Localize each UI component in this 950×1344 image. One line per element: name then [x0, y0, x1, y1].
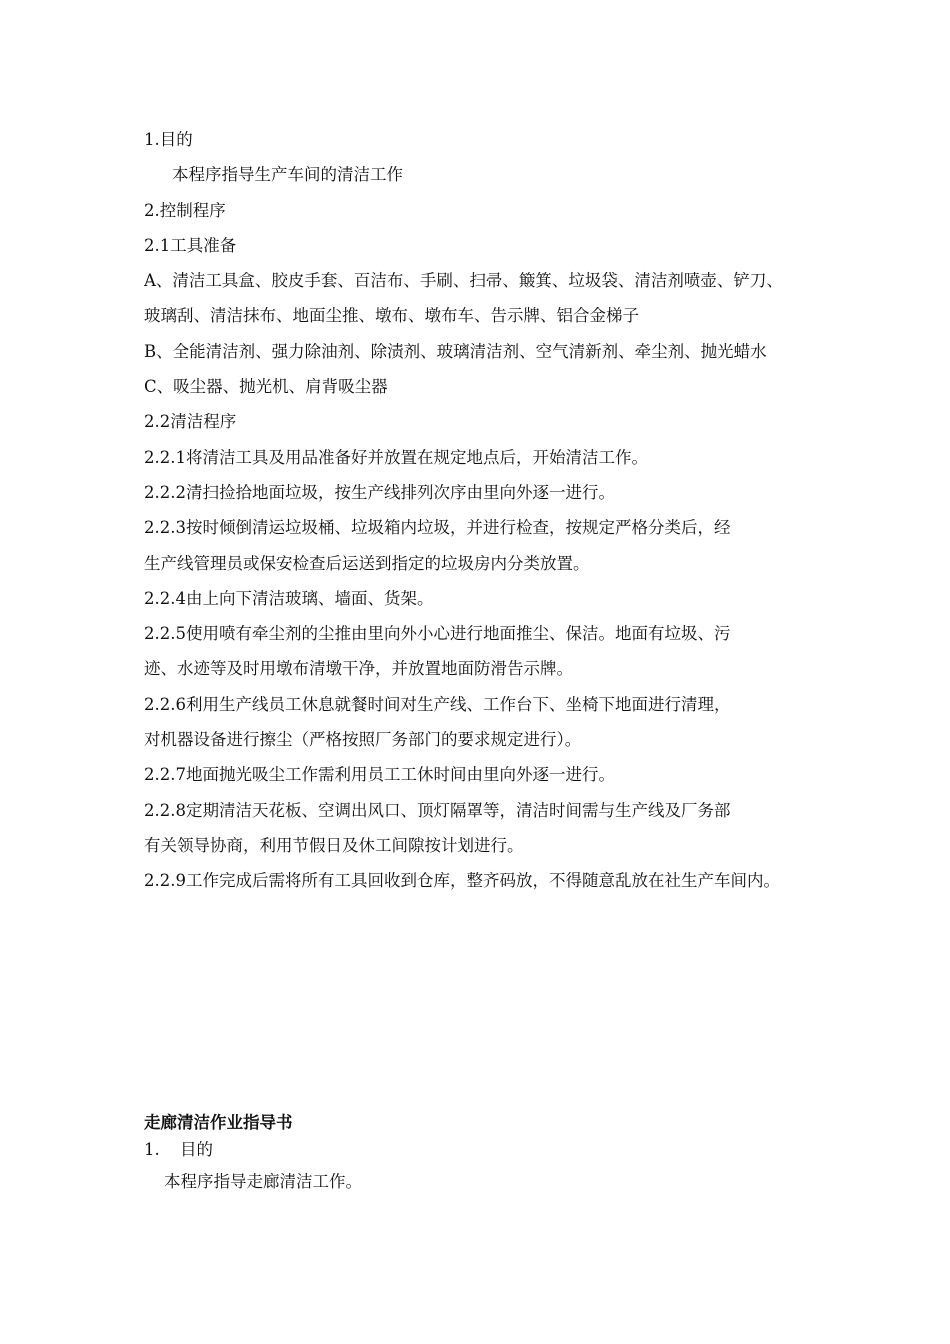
step-2-2-5-line-1: 2.2.5使用喷有牵尘剂的尘推由里向外小心进行地面推尘、保洁。地面有垃圾、污: [144, 624, 731, 644]
tool-preparation-heading: 2.1工具准备: [144, 235, 237, 255]
step-2-2-3-line-2: 生产线管理员或保安检查后运送到指定的垃圾房内分类放置。: [144, 553, 590, 573]
step-2-2-8-line-2: 有关领导协商，利用节假日及休工间隙按计划进行。: [144, 835, 524, 855]
corridor-section-title: 走廊清洁作业指导书: [144, 1113, 293, 1132]
tools-list-a-line-1: A、清洁工具盒、胶皮手套、百洁布、手刷、扫帚、簸箕、垃圾袋、清洁剂喷壶、铲刀、: [144, 271, 783, 291]
step-2-2-1: 2.2.1将清洁工具及用品准备好并放置在规定地点后，开始清洁工作。: [144, 447, 648, 467]
step-2-2-8-line-1: 2.2.8定期清洁天花板、空调出风口、顶灯隔罩等，清洁时间需与生产线及厂务部: [144, 800, 731, 820]
step-2-2-6-line-2: 对机器设备进行擦尘（严格按照厂务部门的要求规定进行）。: [144, 730, 582, 750]
step-2-2-7: 2.2.7地面抛光吸尘工作需利用员工工休时间由里向外逐一进行。: [144, 765, 615, 785]
corridor-cleaning-section: [144, 1110, 810, 1196]
corridor-purpose-text: 本程序指导走廊清洁工作。: [164, 1172, 362, 1191]
corridor-purpose-heading: [144, 1136, 810, 1164]
step-2-2-5-line-2: 迹、水迹等及时用墩布清墩干净，并放置地面防滑告示牌。: [144, 659, 573, 679]
step-2-2-6-line-1: 2.2.6利用生产线员工休息就餐时间对生产线、工作台下、坐椅下地面进行清理，: [144, 694, 731, 714]
workshop-cleaning-section: [144, 122, 810, 894]
purpose-heading: 1.目的: [144, 130, 193, 149]
step-2-2-4: 2.2.4由上向下清洁玻璃、墙面、货架。: [144, 588, 434, 608]
tools-list-b: B、全能清洁剂、强力除油剂、除渍剂、玻璃清洁剂、空气清新剂、牵尘剂、抛光蜡水: [144, 341, 767, 361]
corridor-item-label: 目的: [180, 1140, 213, 1159]
step-2-2-9: 2.2.9工作完成后需将所有工具回收到仓库，整齐码放，不得随意乱放在社生产车间内。: [144, 871, 780, 891]
purpose-text: 本程序指导生产车间的清洁工作: [172, 165, 403, 185]
tools-list-a-line-2: 玻璃刮、清洁抹布、地面尘推、墩布、墩布车、告示牌、铝合金梯子: [144, 306, 639, 326]
cleaning-procedure-heading: 2.2清洁程序: [144, 412, 237, 432]
tools-list-c: C、吸尘器、抛光机、肩背吸尘器: [144, 377, 388, 397]
corridor-item-number: 1.: [144, 1140, 160, 1159]
step-2-2-3-line-1: 2.2.3按时倾倒清运垃圾桶、垃圾箱内垃圾，并进行检查，按规定严格分类后，经: [144, 518, 731, 538]
control-procedure-heading: 2.控制程序: [144, 200, 226, 220]
step-2-2-2: 2.2.2清扫捡拾地面垃圾，按生产线排列次序由里向外逐一进行。: [144, 482, 615, 502]
